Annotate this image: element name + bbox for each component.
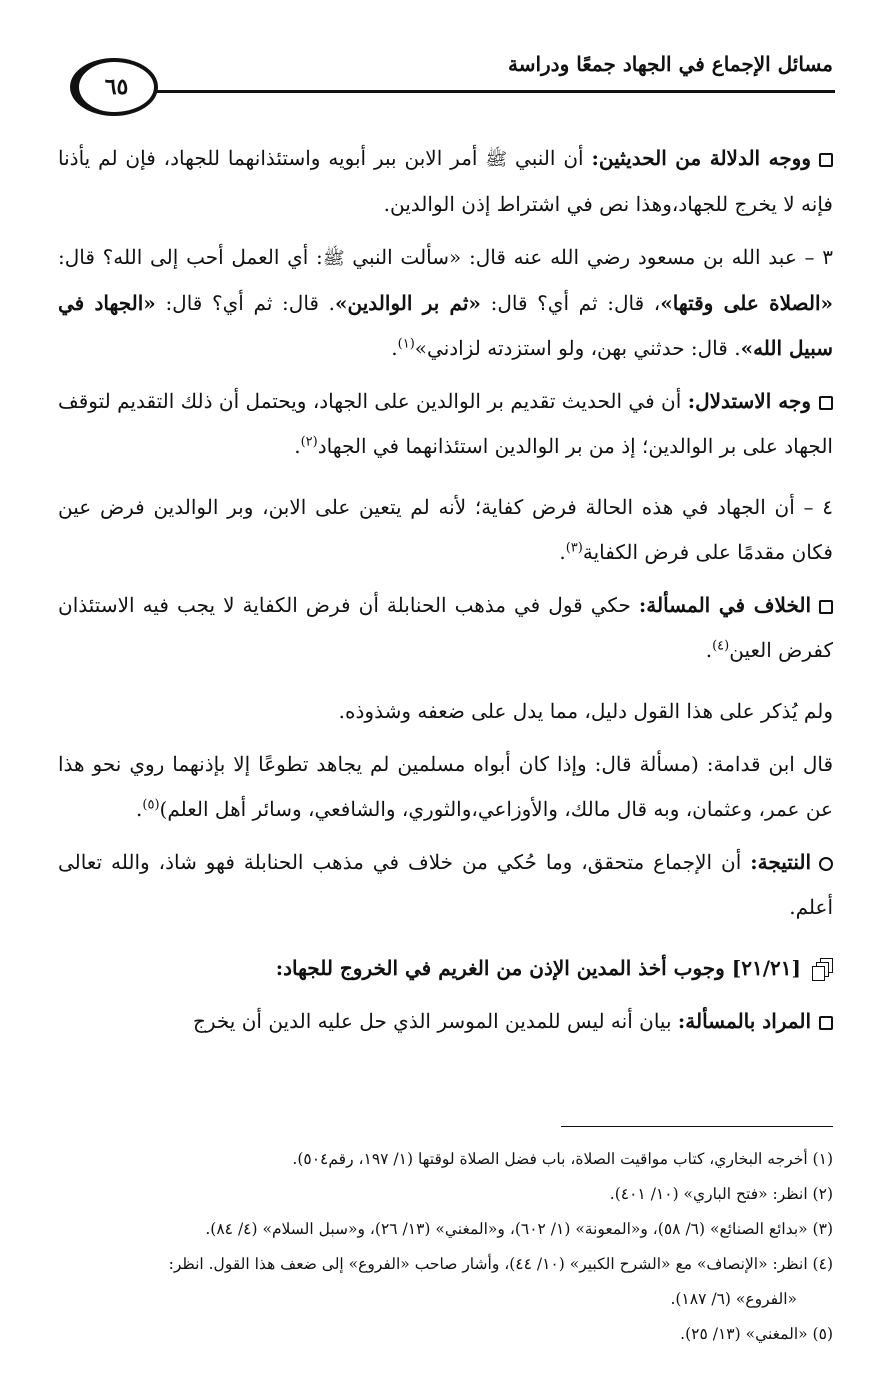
footnote: (٤) انظر: «الإنصاف» مع «الشرح الكبير» (١٠/ ٤٤)، وأشار صاحب «الفروع» إلى ضعف هذا القول. انظر: [168, 1255, 833, 1273]
paragraph-text: قال ابن قدامة: (مسألة قال: وإذا كان أبواه مسلمين لم يجاهد تطوعًا إلا بإذنهما روي نحو هذا عن عمر، وعثمان، وبه قال مالك، والأوزاعي،والثوري، والشافعي، وسائر أهل العلم) [58, 752, 833, 821]
paragraph-text: أن في الحديث تقديم بر الوالدين على الجهاد، ويحتمل أن ذلك التقديم لتوقف الجهاد على بر الوالدين؛ إذ من بر الوالدين استئذانهما في الجهاد [58, 389, 833, 458]
paragraph-inference: وجه الاستدلال: أن في الحديث تقديم بر الوالدين على الجهاد، ويحتمل أن ذلك التقديم لتوقف الجهاد على بر الوالدين؛ إذ من بر الوالدين استئذانهما في الجهاد$^{(٢)}$. [58, 389, 833, 458]
hadith-quote: «الجهاد في سبيل الله» [58, 291, 833, 360]
paragraph-lead: وجه الاستدلال: [687, 389, 811, 413]
paragraph-evidence-from-hadiths [58, 136, 833, 227]
paragraph-text: ولم يُذكر على هذا القول دليل، مما يدل على ضعفه وشذوذه. [338, 699, 833, 723]
paragraph-result [58, 840, 833, 930]
paragraph-lead: النتيجة: [750, 850, 812, 874]
footnote: (١) أخرجه البخاري، كتاب مواقيت الصلاة، باب فضل الصلاة لوقتها (١/ ١٩٧، رقم٥٠٤). [292, 1150, 833, 1168]
footnote-separator [561, 1126, 833, 1127]
footnote-marker: (٢) [300, 434, 318, 450]
footnote-marker: (٤) [712, 638, 730, 654]
paragraph-text: بيان أنه ليس للمدين الموسر الذي حل عليه الدين أن يخرج [192, 1009, 678, 1033]
paragraph-lead: المراد بالمسألة: [677, 1009, 811, 1033]
page-number: ٦٥ [70, 58, 158, 116]
header-rule [150, 90, 835, 93]
paragraph-hadith-ibn-masud: ٣ – عبد الله بن مسعود رضي الله عنه قال: «سألت النبي ﷺ: أي العمل أحب إلى الله؟ قال: «الصلاة على وقتها»، قال: ثم أي؟ قال: «ثم بر الوالدين». قال: ثم أي؟ قال: «الجهاد في سبيل الله». قال: حدثني بهن، ولو استزدته لزادني»$^{(١)}$. [58, 245, 833, 360]
footnote-marker: (١) [397, 336, 415, 352]
hadith-quote: «ثم بر الوالدين» [335, 291, 481, 315]
main-text [58, 136, 833, 1052]
footnote-marker: (٥) [142, 797, 160, 813]
footnote-continuation: «الفروع» (٦/ ١٨٧). [670, 1290, 797, 1308]
salawat-glyph: ﷺ [322, 248, 345, 269]
paragraph-text: . قال: حدثني بهن، ولو استزدته لزادني» [414, 336, 741, 360]
hadith-quote: «الصلاة على وقتها» [660, 291, 833, 315]
square-bullet-icon [819, 153, 833, 167]
paragraph-text: ٤ – أن الجهاد في هذه الحالة فرض كفاية؛ لأنه لم يتعين على الابن، وبر الوالدين فرض عين فكان مقدمًا على فرض الكفاية [58, 495, 834, 564]
paragraph-meaning [58, 999, 833, 1044]
paragraph-text: ، قال: ثم أي؟ قال: [480, 291, 661, 315]
footnote: (٢) انظر: «فتح الباري» (١٠/ ٤٠١). [609, 1185, 833, 1203]
salawat-glyph: ﷺ [485, 149, 508, 170]
stacked-pages-icon [811, 958, 833, 982]
footnote-marker: (٣) [565, 540, 583, 556]
square-bullet-icon [819, 600, 833, 614]
square-bullet-icon [819, 396, 833, 410]
paragraph-ibn-qudama: قال ابن قدامة: (مسألة قال: وإذا كان أبواه مسلمين لم يجاهد تطوعًا إلا بإذنهما روي نحو هذا عن عمر، وعثمان، وبه قال مالك، والأوزاعي،والثوري، والشافعي، وسائر أهل العلم)$^{(٥)}$. [58, 752, 833, 821]
paragraph-lead: الخلاف في المسألة: [638, 593, 812, 617]
paragraph-text: أن الإجماع متحقق، وما حُكي من خلاف في مذهب الحنابلة فهو شاذ، والله تعالى أعلم. [58, 850, 833, 919]
paragraph-text: أمر الابن ببر أبويه واستئذانهما للجهاد، فإن لم يأذنا فإنه لا يخرج للجهاد،وهذا نص في اشتراط إذن الوالدين. [58, 146, 833, 216]
paragraph-lead: ووجه الدلالة من الحديثين: [591, 146, 812, 170]
paragraph-no-evidence [58, 689, 833, 734]
footnote: (٥) «المغني» (١٣/ ٢٥). [680, 1325, 833, 1343]
section-heading-text: [٢١/٢١] وجوب أخذ المدين الإذن من الغريم في الخروج للجهاد: [275, 956, 801, 980]
paragraph-text: ٣ – عبد الله بن مسعود رضي الله عنه قال: «سألت النبي [344, 245, 833, 269]
circle-bullet-icon [819, 857, 833, 871]
paragraph-text: أن النبي [507, 146, 592, 170]
paragraph-point-four: ٤ – أن الجهاد في هذه الحالة فرض كفاية؛ لأنه لم يتعين على الابن، وبر الوالدين فرض عين فكان مقدمًا على فرض الكفاية$^{(٣)}$. [58, 495, 834, 564]
paragraph-text: حكي قول في مذهب الحنابلة أن فرض الكفاية لا يجب فيه الاستئذان كفرض العين [58, 593, 833, 662]
paragraph-text: . قال: ثم أي؟ قال: [155, 291, 335, 315]
footnotes [58, 1142, 833, 1352]
paragraph-text: : أي العمل أحب إلى الله؟ قال: [58, 245, 323, 269]
paragraph-disagreement: الخلاف في المسألة: حكي قول في مذهب الحنابلة أن فرض الكفاية لا يجب فيه الاستئذان كفرض العين$^{(٤)}$. [58, 593, 833, 662]
section-heading [58, 946, 833, 991]
running-title: مسائل الإجماع في الجهاد جمعًا ودراسة [507, 52, 833, 76]
footnote: (٣) «بدائع الصنائع» (٦/ ٥٨)، و«المعونة» (١/ ٦٠٢)، و«المغني» (١٣/ ٢٦)، و«سبل السلام» (٤/ ٨٤). [205, 1220, 833, 1238]
square-bullet-icon [819, 1016, 833, 1030]
